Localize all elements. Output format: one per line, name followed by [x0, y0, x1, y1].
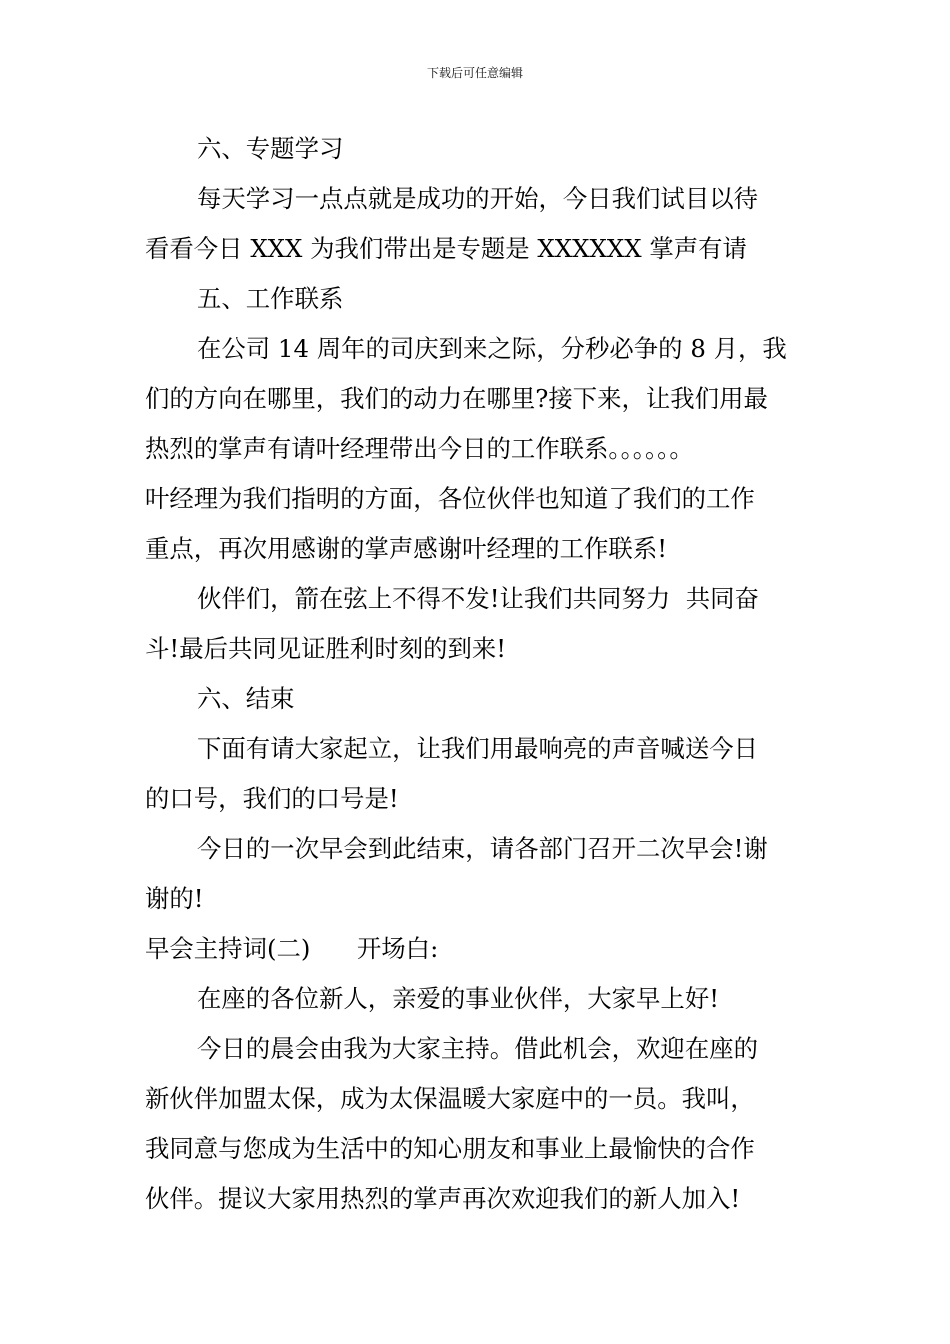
paragraph-line: 的口号，我们的口号是!	[145, 784, 399, 813]
section-heading-topic-study: 六、专题学习	[197, 134, 344, 163]
paragraph-line: 热烈的掌声有请叶经理带出今日的工作联系。。。。。。	[145, 434, 694, 463]
paragraph-line: 在公司 14 周年的司庆到来之际，分秒必争的 8 月，我	[197, 334, 787, 363]
paragraph-line: 在座的各位新人，亲爱的事业伙伴，大家早上好!	[197, 984, 720, 1013]
paragraph-line: 谢的!	[145, 884, 204, 913]
paragraph-line: 新伙伴加盟太保，成为太保温暖大家庭中的一员。我叫，	[145, 1084, 755, 1113]
paragraph-line: 重点，再次用感谢的掌声感谢叶经理的工作联系!	[145, 534, 668, 563]
section-heading-closing: 六、结束	[197, 684, 295, 713]
paragraph-line: 看看今日 XXX 为我们带出是专题是 XXXXXX 掌声有请	[145, 234, 747, 263]
paragraph-line: 下面有请大家起立，让我们用最响亮的声音喊送今日	[197, 734, 758, 763]
paragraph-line: 伙伴们，箭在弦上不得不发!让我们共同努力 共同奋	[197, 584, 759, 613]
document-body	[145, 124, 807, 1224]
paragraph-line: 斗!最后共同见证胜利时刻的到来!	[145, 634, 507, 663]
section-heading-work-contact: 五、工作联系	[197, 284, 344, 313]
paragraph-line: 每天学习一点点就是成功的开始，今日我们试目以待	[197, 184, 758, 213]
paragraph-line: 我同意与您成为生活中的知心朋友和事业上最愉快的合作	[145, 1134, 755, 1163]
paragraph-line: 今日的晨会由我为大家主持。借此机会，欢迎在座的	[197, 1034, 758, 1063]
paragraph-line: 叶经理为我们指明的方面，各位伙伴也知道了我们的工作	[145, 484, 755, 513]
paragraph-line: 伙伴。提议大家用热烈的掌声再次欢迎我们的新人加入!	[145, 1184, 741, 1213]
paragraph-line: 们的方向在哪里，我们的动力在哪里?接下来，让我们用最	[145, 384, 768, 413]
page-header-note: 下载后可任意编辑	[426, 66, 523, 80]
paragraph-line: 今日的一次早会到此结束，请各部门召开二次早会!谢	[197, 834, 768, 863]
section-title-morning-meeting-2: 早会主持词(二) 开场白:	[145, 934, 439, 963]
